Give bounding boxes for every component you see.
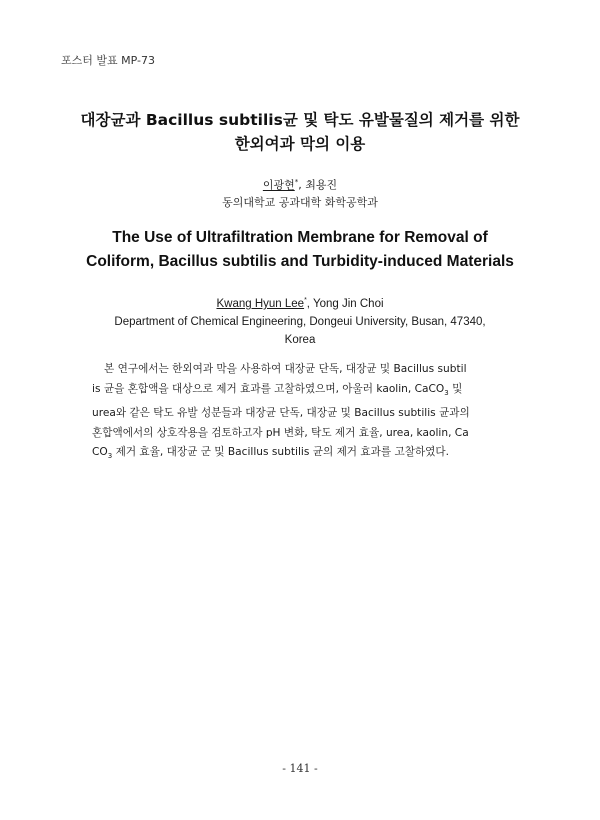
english-affiliation-line1: Department of Chemical Engineering, Dongeui University, Busan, 47340, — [114, 315, 486, 328]
english-title-line2: Coliform, Bacillus subtilis and Turbidity-induced Materials — [86, 253, 514, 270]
abstract-line: 본 연구에서는 한외여과 막을 사용하여 대장균 단독, 대장균 및 Bacillus subtil — [104, 363, 467, 375]
korean-authors — [0, 174, 600, 211]
session-label: 포스터 발표 MP-73 — [61, 54, 155, 67]
english-presenting-author: Kwang Hyun Lee — [216, 297, 305, 310]
english-title — [0, 226, 600, 274]
korean-title-line2: 한외여과 막의 이용 — [234, 135, 366, 153]
korean-author-line — [0, 174, 600, 194]
abstract-line: urea와 같은 탁도 유발 성분들과 대장균 단독, 대장균 및 Bacillus subtilis 균과의 — [92, 406, 470, 419]
abstract-text: 제거 효율, 대장균 군 및 Bacillus subtilis 균의 제거 효과를 고찰하였다. — [112, 446, 450, 459]
korean-title-line1: 대장균과 Bacillus subtilis균 및 탁도 유발물질의 제거를 위한 — [80, 111, 520, 129]
korean-presenting-author: 이광현 — [262, 178, 295, 192]
korean-title — [0, 108, 600, 156]
page-number: - 141 - — [282, 762, 318, 775]
abstract — [92, 360, 512, 467]
abstract-line: 혼합액에서의 상호작용을 검토하고자 pH 변화, 탁도 제거 효율, urea, kaolin, Ca — [92, 426, 469, 439]
abstract-text: is 균을 혼합액을 대상으로 제거 효과를 고찰하였으며, 아울러 kaolin, CaCO — [92, 382, 445, 395]
subscript: 3 — [107, 452, 113, 461]
abstract-line — [92, 380, 512, 404]
korean-affiliation: 동의대학교 공과대학 화학공학과 — [222, 195, 378, 209]
english-coauthor: , Yong Jin Choi — [306, 297, 384, 310]
abstract-text: CO — [92, 446, 108, 459]
korean-coauthor: , 최용진 — [298, 178, 338, 192]
english-title-line1: The Use of Ultrafiltration Membrane for Removal of — [112, 229, 488, 246]
english-authors — [0, 292, 600, 349]
korean-author-mark: * — [294, 178, 299, 186]
subscript: 3 — [444, 388, 449, 397]
abstract-line — [92, 443, 512, 467]
english-author-line — [0, 292, 600, 313]
english-affiliation-line2: Korea — [284, 333, 316, 346]
abstract-text: 및 — [448, 382, 463, 395]
english-author-mark: * — [304, 297, 307, 304]
